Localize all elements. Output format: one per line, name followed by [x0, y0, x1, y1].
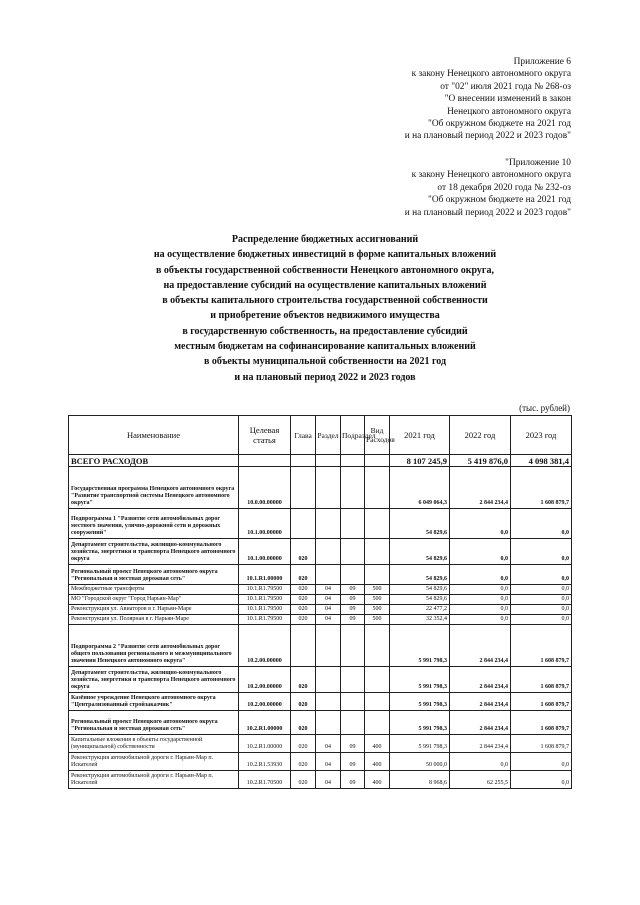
row-name: Реконструкция автомобильной дороги г. Нарьян-Мар п. Искателей [69, 771, 239, 789]
row-razdel [316, 667, 341, 693]
appendix-6-line: "О внесении изменений в закон [444, 94, 571, 105]
row-podrazdel: 09 [341, 595, 365, 605]
row-name: Казённое учреждение Ненецкого автономного округа "Централизованный стройзаказчик" [69, 693, 239, 711]
table-row [69, 693, 572, 711]
row-code: 10.1.00.00000 [239, 509, 291, 539]
appendix-6-line: Приложение 6 [513, 57, 571, 67]
row-glava: 020 [291, 693, 316, 711]
row-podrazdel [341, 467, 365, 509]
row-code: 10.2.R1.53930 [239, 753, 291, 771]
row-razdel: 04 [316, 753, 341, 771]
row-name: МО "Городской округ "Город Нарьян-Мар" [69, 595, 239, 605]
row-vid [365, 711, 390, 735]
table-row [69, 625, 572, 667]
row-glava: 020 [291, 615, 316, 625]
row-vid: 400 [365, 771, 390, 789]
header-code: Целевая статья [239, 416, 291, 455]
row-2021: 5 991 798,3 [390, 667, 450, 693]
row-2023: 1 608 879,7 [511, 735, 572, 753]
title-line: в объекты государственной собственности Ненецкого автономного округа, [156, 264, 494, 276]
total-2023: 4 098 381,4 [511, 455, 572, 467]
row-code: 10.2.00.00000 [239, 693, 291, 711]
header-2021: 2021 год [390, 416, 450, 455]
row-podrazdel: 09 [341, 753, 365, 771]
table-row [69, 605, 572, 615]
row-2021: 5 991 798,3 [390, 735, 450, 753]
row-code: 10.1.R1.00000 [239, 565, 291, 585]
row-code: 10.0.00.00000 [239, 467, 291, 509]
appendix-10-line: от 18 декабря 2020 года № 232-оз [437, 182, 571, 193]
table-row [69, 711, 572, 735]
row-glava [291, 509, 316, 539]
appendix-10-header [405, 157, 571, 219]
row-vid: 400 [365, 735, 390, 753]
row-glava [291, 467, 316, 509]
row-code: 10.2.00.00000 [239, 625, 291, 667]
row-2021: 5 991 798,3 [390, 625, 450, 667]
row-code: 10.1.00.00000 [239, 539, 291, 565]
title-line: на предоставление субсидий на осуществление капитальных вложений [163, 279, 487, 291]
row-2023: 0,0 [511, 565, 572, 585]
row-2023: 1 608 879,7 [511, 711, 572, 735]
row-2021: 54 829,6 [390, 509, 450, 539]
row-razdel [316, 565, 341, 585]
header-vid: Вид Расходов [365, 416, 390, 455]
header-2023: 2023 год [511, 416, 572, 455]
row-2021: 22 477,2 [390, 605, 450, 615]
row-2022: 0,0 [450, 539, 511, 565]
row-code: 10.1.R1.79500 [239, 585, 291, 595]
appendix-10-line: и на плановый период 2022 и 2023 годов" [404, 207, 571, 218]
row-2022: 2 844 234,4 [450, 693, 511, 711]
budget-table [68, 415, 572, 789]
row-2021: 54 829,6 [390, 595, 450, 605]
row-code: 10.2.00.00000 [239, 667, 291, 693]
appendix-6-line: "Об окружном бюджете на 2021 год [428, 119, 571, 130]
row-podrazdel: 09 [341, 615, 365, 625]
row-razdel [316, 539, 341, 565]
total-2022: 5 419 876,0 [450, 455, 511, 467]
row-glava: 020 [291, 539, 316, 565]
row-razdel: 04 [316, 605, 341, 615]
row-code: 10.2.R1.70500 [239, 771, 291, 789]
row-name: Региональный проект Ненецкого автономного округа "Региональная и местная дорожная сеть" [69, 565, 239, 585]
row-name: Капитальные вложения в объекты государственной (муниципальной) собственности [69, 735, 239, 753]
row-2021: 5 991 798,3 [390, 693, 450, 711]
total-row [69, 455, 572, 467]
row-2022: 62 255,5 [450, 771, 511, 789]
row-2022: 2 844 234,4 [450, 625, 511, 667]
row-vid [365, 539, 390, 565]
row-podrazdel: 09 [341, 605, 365, 615]
title-line: и на плановый период 2022 и 2023 годов [234, 371, 416, 383]
row-vid [365, 667, 390, 693]
row-2021: 54 829,6 [390, 585, 450, 595]
row-glava: 020 [291, 667, 316, 693]
table-row [69, 585, 572, 595]
row-podrazdel [341, 625, 365, 667]
appendix-6-line: и на плановый период 2022 и 2023 годов" [404, 131, 571, 142]
row-2022: 0,0 [450, 615, 511, 625]
row-2023: 1 608 879,7 [511, 667, 572, 693]
title-line: Распределение бюджетных ассигнований [231, 234, 419, 245]
row-razdel [316, 711, 341, 735]
appendix-10-line: "Об окружном бюджете на 2021 год [428, 195, 571, 206]
row-glava [291, 625, 316, 667]
table-row [69, 595, 572, 605]
table-header-row [69, 416, 572, 455]
title-line: на осуществление бюджетных инвестиций в форме капитальных вложений [153, 249, 497, 261]
header-glava: Глава [291, 416, 316, 455]
title-line: в объекты муниципальной собственности на 2021 год [203, 356, 447, 368]
row-code: 10.1.R1.79500 [239, 615, 291, 625]
row-2023: 0,0 [511, 509, 572, 539]
row-2022: 0,0 [450, 753, 511, 771]
row-podrazdel: 09 [341, 771, 365, 789]
table-row [69, 753, 572, 771]
row-code: 10.1.R1.79500 [239, 605, 291, 615]
row-2021: 50 000,0 [390, 753, 450, 771]
row-2022: 0,0 [450, 565, 511, 585]
appendix-6-line: к закону Ненецкого автономного округа [411, 69, 571, 80]
document-title [120, 232, 530, 385]
row-2022: 2 844 234,4 [450, 735, 511, 753]
row-code: 10.2.R1.00000 [239, 711, 291, 735]
row-2021: 54 829,6 [390, 565, 450, 585]
row-2022: 2 844 234,4 [450, 667, 511, 693]
row-2022: 0,0 [450, 585, 511, 595]
row-podrazdel: 09 [341, 585, 365, 595]
appendix-10-line: к закону Ненецкого автономного округа [411, 170, 571, 181]
row-vid: 500 [365, 605, 390, 615]
row-name: Межбюджетные трансферты [69, 585, 239, 595]
title-line: местным бюджетам на софинансирование капитальных вложений [174, 341, 476, 353]
row-podrazdel [341, 667, 365, 693]
row-razdel [316, 509, 341, 539]
row-2023: 0,0 [511, 771, 572, 789]
row-razdel [316, 625, 341, 667]
row-vid [365, 467, 390, 509]
row-podrazdel [341, 565, 365, 585]
row-vid [365, 509, 390, 539]
table-row [69, 615, 572, 625]
row-2021: 54 829,6 [390, 539, 450, 565]
row-vid: 500 [365, 595, 390, 605]
row-vid [365, 565, 390, 585]
row-glava: 020 [291, 711, 316, 735]
table-row [69, 771, 572, 789]
table-row [69, 539, 572, 565]
header-podrazdel: Подраздел [341, 416, 365, 455]
title-line: и приобретение объектов недвижимого имущества [210, 310, 440, 322]
appendix-6-line: от "02" июля 2021 года № 268-оз [440, 81, 571, 92]
row-code: 10.1.R1.79500 [239, 595, 291, 605]
title-line: в объекты капитального строительства государственной собственности [162, 295, 488, 307]
table-row [69, 735, 572, 753]
header-2022: 2022 год [450, 416, 511, 455]
row-2022: 0,0 [450, 509, 511, 539]
row-name: Государственная программа Ненецкого автономного округа "Развитие транспортной системы Ненецкого автономного округа" [69, 467, 239, 509]
row-razdel: 04 [316, 585, 341, 595]
row-razdel: 04 [316, 771, 341, 789]
row-2021: 6 049 064,3 [390, 467, 450, 509]
row-name: Реконструкция ул. Полярная в г. Нарьян-Маре [69, 615, 239, 625]
row-2023: 1 608 879,7 [511, 467, 572, 509]
row-podrazdel [341, 539, 365, 565]
row-razdel [316, 693, 341, 711]
row-name: Департамент строительства, жилищно-коммунального хозяйства, энергетики и транспорта Ненецкого автономного округа [69, 667, 239, 693]
row-2023: 0,0 [511, 585, 572, 595]
row-razdel: 04 [316, 595, 341, 605]
row-2022: 2 844 234,4 [450, 467, 511, 509]
row-name: Подпрограмма 1 "Развитие сети автомобильных дорог местного значения, улично-дорожной сети и дорожных сооружений" [69, 509, 239, 539]
row-name: Реконструкция ул. Авиаторов в г. Нарьян-Маре [69, 605, 239, 615]
appendix-6-header [405, 56, 571, 143]
appendix-10-line: "Приложение 10 [505, 158, 571, 168]
row-podrazdel: 09 [341, 735, 365, 753]
header-razdel: Раздел [316, 416, 341, 455]
row-glava: 020 [291, 735, 316, 753]
row-podrazdel [341, 711, 365, 735]
row-glava: 020 [291, 753, 316, 771]
total-2021: 8 107 245,9 [390, 455, 450, 467]
table-row [69, 667, 572, 693]
header-name: Наименование [69, 416, 239, 455]
total-label: ВСЕГО РАСХОДОВ [69, 455, 239, 467]
row-2023: 1 608 879,7 [511, 693, 572, 711]
row-vid [365, 693, 390, 711]
row-2022: 2 844 234,4 [450, 711, 511, 735]
row-podrazdel [341, 693, 365, 711]
row-2022: 0,0 [450, 595, 511, 605]
row-glava: 020 [291, 585, 316, 595]
row-2021: 8 968,6 [390, 771, 450, 789]
row-2021: 32 352,4 [390, 615, 450, 625]
appendix-6-line: Ненецкого автономного округа [447, 106, 571, 117]
row-2023: 0,0 [511, 753, 572, 771]
table-row [69, 565, 572, 585]
row-vid: 500 [365, 585, 390, 595]
row-2023: 0,0 [511, 615, 572, 625]
row-podrazdel [341, 509, 365, 539]
row-2022: 0,0 [450, 605, 511, 615]
row-vid: 500 [365, 615, 390, 625]
row-razdel: 04 [316, 615, 341, 625]
row-name: Реконструкция автомобильной дороги г. Нарьян-Мар п. Искателей [69, 753, 239, 771]
row-2023: 0,0 [511, 539, 572, 565]
row-2023: 0,0 [511, 595, 572, 605]
title-line: в государственную собственность, на предоставление субсидий [182, 325, 468, 337]
units-label: (тыс. рублей) [519, 403, 570, 413]
row-name: Региональный проект Ненецкого автономного округа "Региональная и местная дорожная сеть" [69, 711, 239, 735]
row-2023: 1 608 879,7 [511, 625, 572, 667]
row-name: Департамент строительства, жилищно-коммунального хозяйства, энергетики и транспорта Ненецкого автономного округа [69, 539, 239, 565]
row-2021: 5 991 798,3 [390, 711, 450, 735]
row-glava: 020 [291, 595, 316, 605]
row-glava: 020 [291, 605, 316, 615]
row-vid [365, 625, 390, 667]
table-row [69, 509, 572, 539]
table-row [69, 467, 572, 509]
row-2023: 0,0 [511, 605, 572, 615]
row-razdel: 04 [316, 735, 341, 753]
row-name: Подпрограмма 2 "Развитие сети автомобильных дорог общего пользования регионального и межмуниципального значения Ненецкого автономного округа" [69, 625, 239, 667]
row-vid: 400 [365, 753, 390, 771]
row-glava: 020 [291, 771, 316, 789]
row-code: 10.2.R1.00000 [239, 735, 291, 753]
row-glava: 020 [291, 565, 316, 585]
row-razdel [316, 467, 341, 509]
